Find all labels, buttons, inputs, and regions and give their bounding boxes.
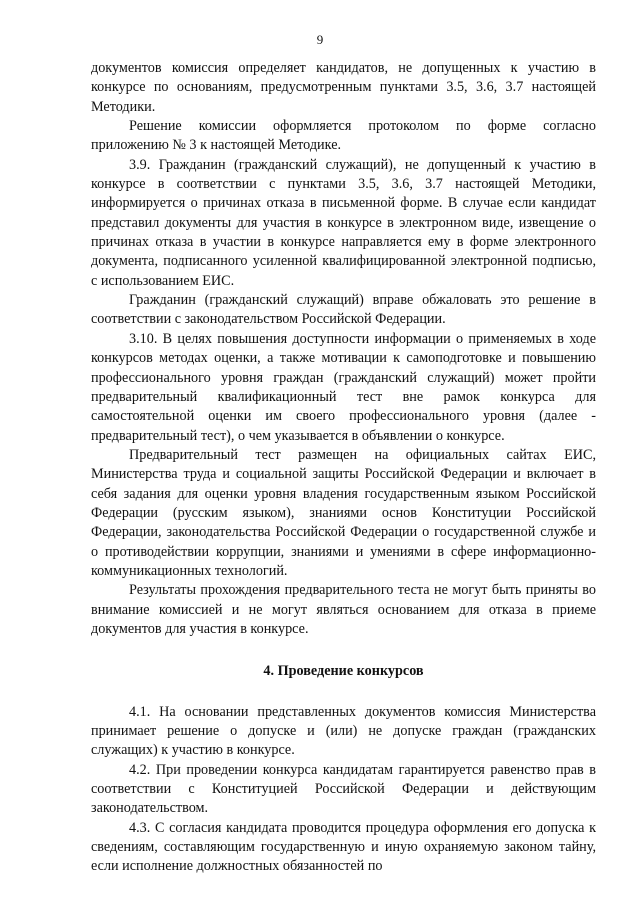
page-number: 9: [316, 32, 324, 47]
paragraph-3-9: 3.9. Гражданин (гражданский служащий), не допущенный к участию в конкурсе в соответствии с пунктами 3.5, 3.6, 3.7 настоящей Методики, информируется о причинах отказа в письменной форме. В случае если кандидат представил документы для участия в конкурсе в электронном виде, извещение о причинах отказа в участии в конкурсе направляется ему в форме электронного документа, подписанного усиленной квалифицированной электронной подписью, с использованием ЕИС.: [91, 156, 596, 289]
paragraph-4-2: 4.2. При проведении конкурса кандидатам гарантируется равенство прав в соответствии с Конституцией Российской Федерации и действующим законодательством.: [91, 761, 596, 817]
paragraph-protocol: Решение комиссии оформляется протоколом по форме согласно приложению № 3 к настоящей Методике.: [91, 118, 596, 154]
document-body: [91, 59, 596, 877]
paragraph-3-10: 3.10. В целях повышения доступности информации о применяемых в ходе конкурсов методах оценки, а также мотивации к самоподготовке и повышению профессионального уровня граждан (гражданский служащий) может пройти предварительный квалификационный тест вне рамок конкурса для самостоятельной оценки им своего профессионального уровня (далее - предварительный тест), о чем указывается в объявлении о конкурсе.: [91, 330, 596, 444]
paragraph-appeal: Гражданин (гражданский служащий) вправе обжаловать это решение в соответствии с законодательством Российской Федерации.: [91, 292, 596, 328]
paragraph-continuation: документов комиссия определяет кандидатов, не допущенных к участию в конкурсе по основаниям, предусмотренным пунктами 3.5, 3.6, 3.7 настоящей Методики.: [91, 60, 596, 115]
section-heading: 4. Проведение конкурсов: [263, 663, 424, 680]
paragraph-4-1: 4.1. На основании представленных документов комиссия Министерства принимает решение о допуске и (или) не допуске граждан (гражданских служащих) к участию в конкурсе.: [91, 703, 596, 759]
paragraph-preliminary-test: Предварительный тест размещен на официальных сайтах ЕИС, Министерства труда и социальной защиты Российской Федерации и включает в себя задания для оценки уровня владения государственным языком Российской Федерации (русским языком), знаниями основ Конституции Российской Федерации, законодательства Российской Федерации о государственной службе и о противодействии коррупции, знаниями и умениями в сфере информационно-коммуникационных технологий.: [91, 446, 596, 579]
paragraph-4-3: 4.3. С согласия кандидата проводится процедура оформления его допуска к сведениям, составляющим государственную и иную охраняемую законом тайну, если исполнение должностных обязанностей по: [91, 819, 596, 875]
paragraph-test-results: Результаты прохождения предварительного теста не могут быть приняты во внимание комиссией и не могут являться основанием для отказа в приеме документов для участия в конкурсе.: [91, 582, 596, 637]
